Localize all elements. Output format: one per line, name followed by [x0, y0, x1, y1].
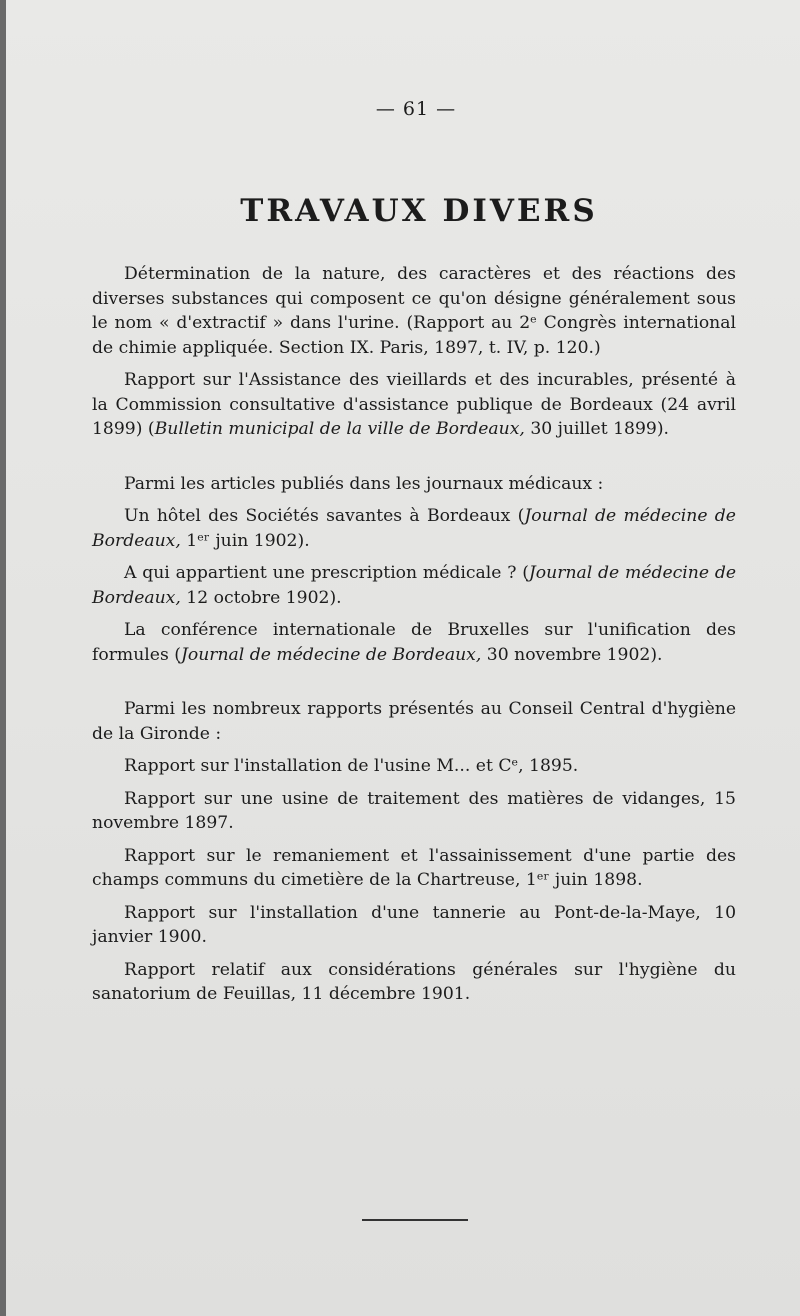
entry-text: Un hôtel des Sociétés savantes à Bordeaux ( — [124, 506, 525, 526]
entry-text: A qui appartient une prescription médicale ? ( — [124, 563, 529, 583]
entry-hotel-societes — [92, 504, 736, 553]
entry-usine-m: Rapport sur l'installation de l'usine M... et Cᵉ, 1895. — [124, 756, 579, 776]
section-intro-rapports: Parmi les nombreux rapports présentés au Conseil Central d'hygiène de la Gironde : — [92, 699, 736, 744]
section-intro-articles: Parmi les articles publiés dans les journaux médicaux : — [124, 473, 604, 494]
journal-title: Bulletin municipal de la ville de Bordeaux, — [154, 419, 525, 439]
entry-date: 12 octobre 1902). — [180, 587, 342, 608]
entry-date: 30 juillet 1899). — [524, 419, 669, 439]
journal-title: Journal de médecine de Bordeaux, — [92, 506, 736, 551]
entry-conference-bruxelles — [92, 618, 736, 667]
entry-assistance-vieillards — [92, 368, 736, 442]
journal-title: Journal de médecine de Bordeaux, — [92, 563, 736, 608]
entry-extractif: Détermination de la nature, des caractères et des réactions des diverses substances qui composent ce qu'on désigne généralement sous le nom « d'extractif » dans l'urine. (Rapport au 2ᵉ Congrès international de chimie appliquée. Section IX. Paris, 1897, t. IV, p. 120.) — [92, 264, 736, 358]
entry-sanatorium-feuillas: Rapport relatif aux considérations générales sur l'hygiène du sanatorium de Feuillas, 11 décembre 1901. — [92, 959, 736, 1004]
end-rule — [362, 1219, 468, 1221]
body-text — [92, 262, 736, 1015]
entry-date: 1ᵉʳ juin 1902). — [180, 530, 310, 551]
entry-tannerie: Rapport sur l'installation d'une tannerie au Pont-de-la-Maye, 10 janvier 1900. — [92, 902, 736, 947]
page-title: TRAVAUX DIVERS — [240, 193, 598, 229]
page-number: — 61 — — [375, 98, 457, 120]
entry-cimetiere-chartreuse: Rapport sur le remaniement et l'assainissement d'une partie des champs communs du cimetière de la Chartreuse, 1ᵉʳ juin 1898. — [92, 845, 736, 890]
entry-text: Rapport sur l'Assistance des vieillards et des incurables, présenté à la Commission consultative d'assistance publique de Bordeaux (24 avril 1899) ( — [92, 370, 736, 439]
entry-prescription — [92, 561, 736, 610]
journal-title: Journal de médecine de Bordeaux, — [180, 644, 482, 665]
entry-usine-vidanges: Rapport sur une usine de traitement des matières de vidanges, 15 novembre 1897. — [92, 788, 736, 833]
entry-text: La conférence internationale de Bruxelles sur l'unification des formules ( — [92, 620, 736, 665]
entry-date: 30 novembre 1902). — [481, 644, 663, 665]
